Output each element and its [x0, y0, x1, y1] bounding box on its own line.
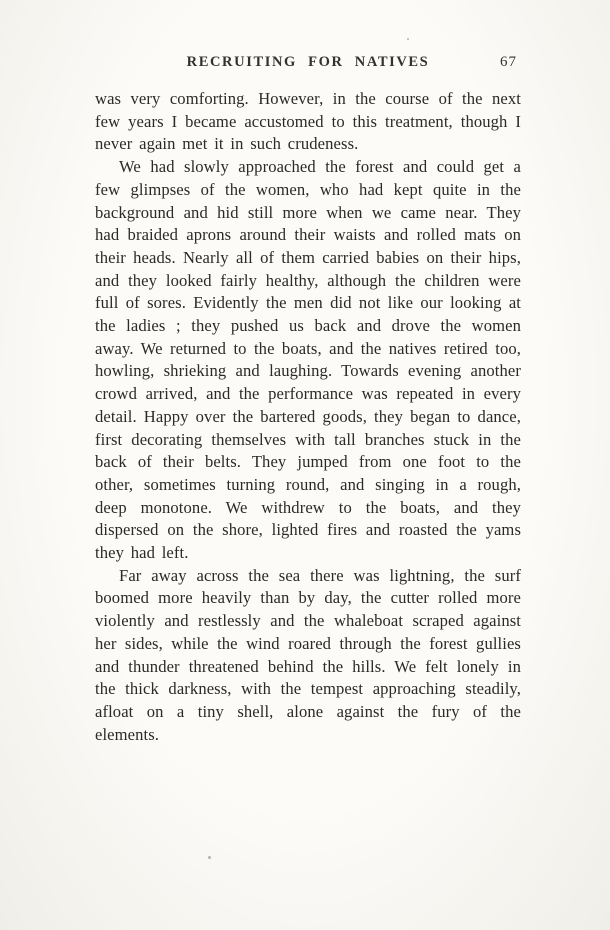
page-number: 67 — [500, 54, 517, 70]
page-header — [95, 54, 521, 76]
running-title: RECRUITING FOR NATIVES — [186, 54, 430, 70]
scan-artifact — [208, 856, 211, 859]
paragraph-continuation: was very comforting. However, in the course of the next few years I became accustomed to this treatment, though I never again met it in such crudeness. — [95, 89, 521, 154]
scan-artifact — [407, 38, 409, 40]
paragraph: We had slowly approached the forest and could get a few glimpses of the women, who had kept quite in the background and hid still more when we came near. They had braided aprons around their waists and rolled mats on their heads. Nearly all of them carried babies on their hips, and they looked fairly healthy, although the children were full of sores. Evidently the men did not like our looking at the ladies ; they pushed us back and drove the women away. We returned to the boats, and the natives retired too, howling, shrieking and laughing. Towards evening another crowd arrived, and the performance was repeated in every detail. Happy over the bartered goods, they began to dance, first decorating themselves with tall branches stuck in the back of their belts. They jumped from one foot to the other, sometimes turning round, and singing in a rough, deep monotone. We withdrew to the boats, and they dispersed on the shore, lighted fires and roasted the yams they had left. — [95, 157, 521, 563]
paragraph: Far away across the sea there was lightning, the surf boomed more heavily than by day, the cutter rolled more violently and restlessly and the whaleboat scraped against her sides, while the wind roared through the forest gullies and thunder threatened behind the hills. We felt lonely in the thick darkness, with the tempest approaching steadily, afloat on a tiny shell, alone against the fury of the elements. — [95, 565, 521, 744]
page-body — [95, 88, 521, 746]
